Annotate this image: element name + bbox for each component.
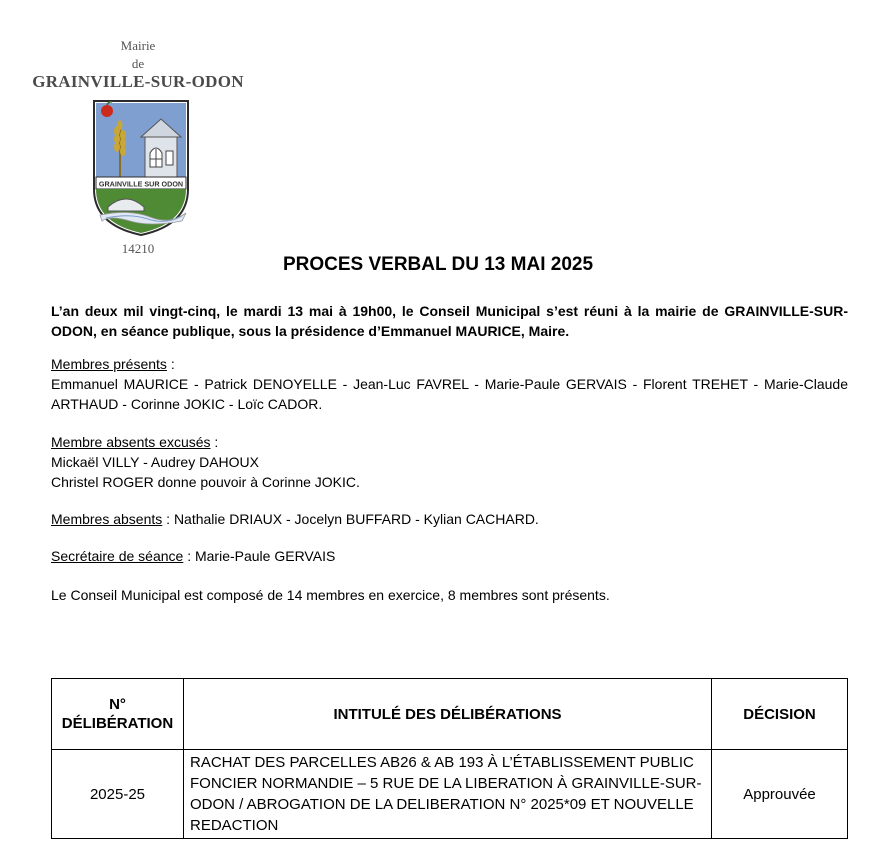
header-numero-line1: N° (109, 696, 126, 713)
crest-banner-text: GRAINVILLE SUR ODON (98, 179, 184, 189)
table-header-row (52, 679, 848, 750)
secretaire-name: : Marie-Paule GERVAIS (183, 548, 336, 564)
deliberation-intitule: RACHAT DES PARCELLES AB26 & AB 193 À L’ÉTABLISSEMENT PUBLIC FONCIER NORMANDIE – 5 RUE DE LA LIBERATION À GRAINVILLE-SUR-ODON / ABROGATION DE LA DELIBERATION N° 2025*09 ET NOUVELLE REDACTION (184, 750, 712, 839)
page-title: PROCES VERBAL DU 13 MAI 2025 (282, 254, 594, 275)
composition-paragraph: Le Conseil Municipal est composé de 14 membres en exercice, 8 membres sont présents. (51, 587, 610, 603)
membres-absents-list: : Nathalie DRIAUX - Jocelyn BUFFARD - Kylian CACHARD. (162, 511, 539, 527)
header-decision: DÉCISION (712, 679, 848, 750)
table-row (52, 750, 848, 839)
logo-de-text: de (131, 56, 145, 71)
coat-of-arms-icon (90, 97, 192, 237)
deliberations-table (51, 678, 848, 839)
deliberation-numero: 2025-25 (52, 750, 184, 839)
secretaire-label: Secrétaire de séance (51, 548, 184, 564)
membres-excuses-section (51, 432, 848, 492)
membres-presents-section (51, 354, 848, 414)
logo-postcode: 14210 (121, 241, 155, 256)
header-intitule: INTITULÉ DES DÉLIBÉRATIONS (184, 679, 712, 750)
logo-commune-name: GRAINVILLE-SUR-ODON (32, 72, 244, 91)
intro-paragraph: L’an deux mil vingt-cinq, le mardi 13 mai à 19h00, le Conseil Municipal s’est réuni à la mairie de GRAINVILLE-SUR-ODON, en séance publique, sous la présidence d’Emmanuel MAURICE, Maire. (51, 303, 848, 339)
logo-mairie-text: Mairie (120, 38, 156, 53)
membres-presents-list: Emmanuel MAURICE - Patrick DENOYELLE - Jean-Luc FAVREL - Marie-Paule GERVAIS - Florent TREHET - Marie-Claude ARTHAUD - Corinne JOKIC - Loïc CADOR. (51, 376, 848, 412)
membres-excuses-line1: Mickaël VILLY - Audrey DAHOUX (51, 454, 260, 470)
membres-excuses-label: Membre absents excusés (51, 434, 211, 450)
membres-excuses-line2: Christel ROGER donne pouvoir à Corinne JOKIC. (51, 474, 360, 490)
header-numero-line2: DÉLIBÉRATION (61, 715, 174, 732)
deliberation-decision: Approuvée (712, 750, 848, 839)
secretaire-section (51, 546, 848, 566)
membres-excuses-sep: : (210, 434, 219, 450)
membres-absents-section (51, 509, 848, 529)
membres-presents-sep: : (166, 356, 175, 372)
membres-presents-label: Membres présents (51, 356, 167, 372)
header-numero (52, 679, 184, 750)
membres-absents-label: Membres absents (51, 511, 163, 527)
